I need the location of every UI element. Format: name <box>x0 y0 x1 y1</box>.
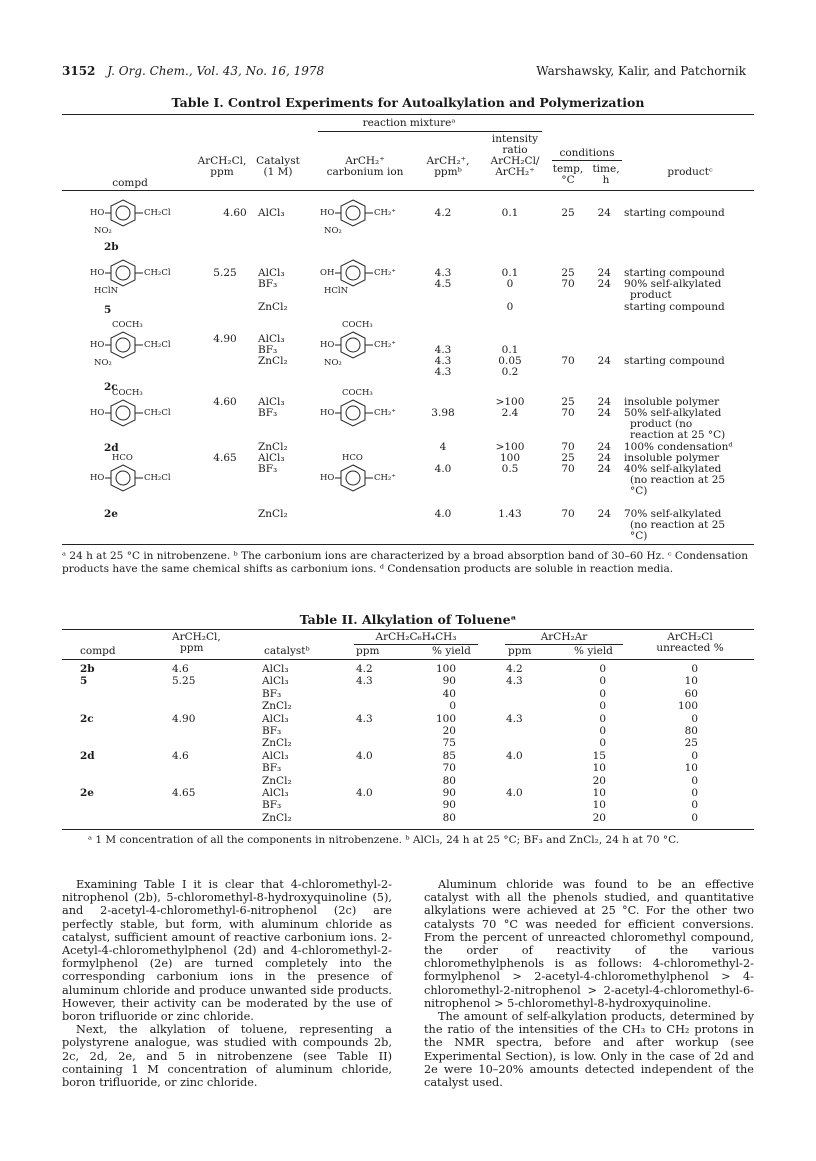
table-row <box>0 726 816 738</box>
table1-bottom-rule <box>62 544 754 545</box>
ion-left-group: OH <box>320 268 335 278</box>
t2-h-group3-1: ArCH₂Cl <box>667 631 713 643</box>
compound-structure <box>90 320 200 368</box>
t2-h-ppm-2: ppm <box>508 645 532 657</box>
body-paragraph: The amount of self-alkylation products, determined by the ratio of the intensities of the CH₃ to CH₂ protons in the NMR spectra, before and after workup (see Experimental Section), is low. Only in the case of 2d and 2e were 10–20% amounts detected independent of the catalyst used. <box>424 1010 754 1090</box>
struct-top-group: COCH₃ <box>112 320 143 330</box>
table1-cell: 0.5 <box>501 463 519 475</box>
table2-cell-cat: AlCl₃ <box>262 712 289 725</box>
t2-h-catalyst: catalystᵇ <box>264 645 310 657</box>
table1-cell: 4.2 <box>434 207 452 219</box>
ion-left-group: HO <box>320 473 335 483</box>
table1-footnote: ᵃ 24 h at 25 °C in nitrobenzene. ᵇ The carbonium ions are characterized by a broad absorption band of 30–60 Hz. ᶜ Condensation products have the same chemical shifts as carbonium ions. ᵈ Condensation products are soluble in reaction media. <box>62 550 748 575</box>
table1-cell: AlCl₃ <box>258 452 285 464</box>
table2-cell-u: 10 <box>684 675 698 688</box>
table1-cell: 24 <box>597 441 611 453</box>
struct-right-group: CH₂Cl <box>144 208 171 218</box>
table1-cell: reaction at 25 °C) <box>630 429 726 441</box>
table1-cell: 70 <box>561 441 575 453</box>
table-row <box>0 676 816 688</box>
table1-cell: 4 <box>439 441 447 453</box>
compound-structure <box>90 388 200 436</box>
t1-h-arch2plus: ArCH₂⁺, <box>426 155 470 167</box>
body-column-right <box>424 878 754 1089</box>
table2-cell-u: 80 <box>684 725 698 737</box>
body-paragraph: Examining Table I it is clear that 4-chloromethyl-2-nitrophenol (2b), 5-chloromethyl-8-hydroxyquinoline (5), and 2-acetyl-4-chloromethyl-6-nitrophenol (2c) are perfectly stable, but form, with aluminum chloride as catalyst, sufficient amount of reactive carbonium ions. 2-Acetyl-4-chloromethylphenol (2d) and 4-chloromethyl-2-formylphenol (2e) are turned completely into the corresponding carbonium ions in the presence of aluminum chloride and produce unwanted side products. However, their activity can be moderated by the use of boron trifluoride or zinc chloride. <box>62 878 392 1024</box>
compound-label: 2d <box>104 442 119 454</box>
table2-cell-y1: 90 <box>442 799 456 812</box>
t1-h-arch2plus-unit: ppmᵇ <box>434 166 462 178</box>
table2-cell-u: 25 <box>684 737 698 750</box>
table-row <box>0 664 816 676</box>
table-row <box>0 751 816 763</box>
struct-top-group: HCO <box>112 453 133 463</box>
struct-left-group: HO <box>90 408 105 418</box>
table2-cell-y1: 80 <box>442 774 456 787</box>
table2-cell-u: 0 <box>691 774 698 787</box>
table2-cell-p1: 4.0 <box>356 749 373 762</box>
table2-footnote: ᵃ 1 M concentration of all the components in nitrobenzene. ᵇ AlCl₃, 24 h at 25 °C; BF₃ and ZnCl₂, 24 h at 70 °C. <box>88 834 680 846</box>
table2-cell-compd: 2e <box>80 787 94 799</box>
table1-header-rule <box>62 190 754 191</box>
table2-cell-u: 0 <box>691 811 698 824</box>
table2-cell-compd: 5 <box>80 675 88 688</box>
table1-group-reaction-rule <box>318 131 542 132</box>
carbonium-structure <box>320 256 430 296</box>
table1-cell: 100% condensationᵈ <box>624 441 733 453</box>
ion-left-group: HO <box>320 340 335 350</box>
ion-right-group: CH₂⁺ <box>374 473 396 483</box>
running-header <box>62 64 746 78</box>
table2-cell-cat: AlCl₃ <box>262 663 289 675</box>
table2-cell-ppm: 4.65 <box>172 787 196 799</box>
table2-cell-cat: BF₃ <box>262 762 282 775</box>
table2-cell-cat: ZnCl₂ <box>262 737 292 750</box>
table1-cell: 0.1 <box>501 344 519 356</box>
ion-left-group: HO <box>320 408 335 418</box>
table2-cell-y1: 90 <box>442 787 456 799</box>
table1-cell: 0.2 <box>501 366 519 378</box>
table2-caption: Table II. Alkylation of Tolueneᵃ <box>299 612 517 627</box>
table1-cell: 24 <box>597 463 611 475</box>
table2-cell-cat: BF₃ <box>262 725 282 737</box>
table2-cell-y2: 0 <box>599 700 606 713</box>
struct-left-group: HO <box>90 473 105 483</box>
table2-cell-ppm: 4.6 <box>172 749 189 762</box>
t1-h-time-unit: h <box>602 174 610 186</box>
table1-cell: product <box>630 289 672 301</box>
table1-cell: 0 <box>506 278 514 290</box>
compound-structure <box>90 453 200 501</box>
table1-cell: 2.4 <box>501 407 519 419</box>
ion-right-group: CH₂⁺ <box>374 340 396 350</box>
table1-cell: 4.0 <box>434 463 452 475</box>
table2-cell-y2: 0 <box>599 675 606 688</box>
table2-cell-p2: 4.0 <box>506 749 523 762</box>
t1-h-catalyst-unit: (1 M) <box>263 166 293 178</box>
table2-cell-cat: AlCl₃ <box>262 675 289 688</box>
table2-cell-y1: 40 <box>442 687 456 700</box>
table2-cell-y1: 90 <box>442 675 456 688</box>
carbonium-structure <box>320 320 430 368</box>
table2-cell-cat: AlCl₃ <box>262 749 289 762</box>
table1-cell: BF₃ <box>258 278 278 290</box>
table1-cell: 100 <box>499 452 521 464</box>
table2-cell-compd: 2b <box>80 663 95 675</box>
table1-cell: insoluble polymer <box>624 452 720 464</box>
table1-cell: 4.3 <box>434 366 452 378</box>
table2-cell-cat: ZnCl₂ <box>262 700 292 713</box>
table1-cell: AlCl₃ <box>258 207 285 219</box>
table2-cell-y1: 20 <box>442 725 456 737</box>
table2-cell-cat: BF₃ <box>262 799 282 812</box>
table1-cell: BF₃ <box>258 344 278 356</box>
table2-cell-y2: 0 <box>599 725 606 737</box>
table2-cell-p2: 4.3 <box>506 712 523 725</box>
table1-cell: starting compound <box>624 267 725 279</box>
ion-top-group: HCO <box>342 453 363 463</box>
table1-cell: insoluble polymer <box>624 396 720 408</box>
table1-cell: 3.98 <box>431 407 455 419</box>
table1-cell: 70 <box>561 407 575 419</box>
table2-cell-y1: 100 <box>435 663 456 675</box>
table1-cell: 0.1 <box>501 267 519 279</box>
t2-h-group1: ArCH₂C₆H₄CH₃ <box>375 631 457 643</box>
t1-h-carbonium-sub: carbonium ion <box>326 166 404 178</box>
table1-cell: AlCl₃ <box>258 267 285 279</box>
table2-top-rule <box>62 629 754 630</box>
table1-cell: 25 <box>561 452 575 464</box>
table1-cell: BF₃ <box>258 407 278 419</box>
t1-h-temp: temp, <box>552 163 584 175</box>
compound-structure <box>90 196 200 236</box>
table2-cell-u: 0 <box>691 749 698 762</box>
ion-right-group: CH₂⁺ <box>374 408 396 418</box>
compound-label: 2b <box>104 241 119 253</box>
table-row <box>0 788 816 800</box>
table2-cell-y2: 10 <box>592 787 606 799</box>
ion-right-group: CH₂⁺ <box>374 268 396 278</box>
table1-cell: ZnCl₂ <box>258 508 288 520</box>
table1-cell: product (no <box>630 418 693 430</box>
ion-bottom-group: NO₂ <box>324 358 342 368</box>
carbonium-structure <box>320 388 430 436</box>
table1-cell: 24 <box>597 278 611 290</box>
table1-cell: 25 <box>561 396 575 408</box>
author-line: Warshawsky, Kalir, and Patchornik <box>536 64 746 78</box>
table-row <box>0 813 816 825</box>
table1-cell: 24 <box>597 452 611 464</box>
compound-label: 5 <box>104 304 112 316</box>
table1-cell: >100 <box>495 396 525 408</box>
table1-cell: 4.0 <box>434 508 452 520</box>
body-column-left <box>62 878 392 1089</box>
struct-right-group: CH₂Cl <box>144 408 171 418</box>
table1-cell: 70 <box>561 355 575 367</box>
table1-group-conditions: conditions <box>559 147 615 159</box>
ion-bottom-group: HClN <box>324 286 349 296</box>
struct-bottom-group: HClN <box>94 286 119 296</box>
table2-cell-y2: 0 <box>599 663 606 675</box>
table1-cell: 0.1 <box>501 207 519 219</box>
table2-cell-y2: 0 <box>599 737 606 750</box>
table2-cell-p1: 4.3 <box>356 675 373 688</box>
table2-cell-y1: 75 <box>442 737 456 750</box>
table2-cell-u: 0 <box>691 663 698 675</box>
compound-label: 2e <box>104 508 118 520</box>
table1-cell: °C) <box>630 530 648 542</box>
table1-cell: 24 <box>597 396 611 408</box>
table2-cell-y1: 100 <box>435 712 456 725</box>
table1-cell: °C) <box>630 485 648 497</box>
struct-top-group: COCH₃ <box>112 388 143 398</box>
table2-cell-p1: 4.2 <box>356 663 373 675</box>
table1-group-reaction: reaction mixtureᵃ <box>362 117 456 129</box>
struct-bottom-group: NO₂ <box>94 226 112 236</box>
t2-h-arch2cl-2: ppm <box>180 642 204 654</box>
table2-cell-p2: 4.2 <box>506 663 523 675</box>
table2-cell-y2: 15 <box>592 749 606 762</box>
table1-cell: ZnCl₂ <box>258 355 288 367</box>
table1-cell: 1.43 <box>498 508 522 520</box>
table2-cell-ppm: 4.90 <box>172 712 196 725</box>
table1-cell: 4.60 <box>213 396 237 408</box>
carbonium-structure <box>320 196 430 236</box>
table2-cell-y1: 80 <box>442 811 456 824</box>
struct-right-group: CH₂Cl <box>144 473 171 483</box>
struct-bottom-group: NO₂ <box>94 358 112 368</box>
table1-cell: 4.65 <box>213 452 237 464</box>
table-row <box>0 689 816 701</box>
table1-top-rule <box>62 114 754 115</box>
table2-cell-u: 0 <box>691 787 698 799</box>
t1-h-intensity-2: ratio <box>502 144 528 156</box>
ion-bottom-group: NO₂ <box>324 226 342 236</box>
t2-h-group3-2: unreacted % <box>656 642 724 654</box>
table2-cell-p2: 4.3 <box>506 675 523 688</box>
t1-h-time: time, <box>592 163 620 175</box>
table1-cell: 24 <box>597 407 611 419</box>
table2-cell-p1: 4.3 <box>356 712 373 725</box>
table1-cell: 4.3 <box>434 344 452 356</box>
t2-h-ppm-1: ppm <box>356 645 380 657</box>
table2-cell-p1: 4.0 <box>356 787 373 799</box>
struct-left-group: HO <box>90 208 105 218</box>
table1-cell: AlCl₃ <box>258 333 285 345</box>
table1-cell: AlCl₃ <box>258 396 285 408</box>
table-row <box>0 776 816 788</box>
table1-cell: 24 <box>597 355 611 367</box>
table2-cell-y1: 70 <box>442 762 456 775</box>
table2-cell-cat: ZnCl₂ <box>262 774 292 787</box>
journal-citation: J. Org. Chem., Vol. 43, No. 16, 1978 <box>107 64 325 78</box>
table2-cell-u: 10 <box>684 762 698 775</box>
table2-cell-y1: 85 <box>442 749 456 762</box>
table2-cell-p2: 4.0 <box>506 787 523 799</box>
table1-cell: 4.60 <box>223 207 247 219</box>
table1-cell: 50% self-alkylated <box>624 407 722 419</box>
table1-cell: >100 <box>495 441 525 453</box>
table2-cell-y2: 20 <box>592 811 606 824</box>
table1-cell: 24 <box>597 207 611 219</box>
table1-group-conditions-rule <box>552 160 622 161</box>
table1-cell: 70 <box>561 278 575 290</box>
table2-cell-u: 0 <box>691 712 698 725</box>
table-row <box>0 714 816 726</box>
table1-cell: (no reaction at 25 <box>630 519 726 531</box>
table2-header-rule <box>62 659 754 660</box>
t2-h-compd: compd <box>80 645 116 657</box>
table2-cell-y2: 10 <box>592 799 606 812</box>
table2-cell-u: 60 <box>684 687 698 700</box>
table1-cell: (no reaction at 25 <box>630 474 726 486</box>
table2-cell-u: 0 <box>691 799 698 812</box>
table1-cell: starting compound <box>624 355 725 367</box>
t1-h-arch2cl: ArCH₂Cl, <box>197 155 247 167</box>
table2-cell-cat: BF₃ <box>262 687 282 700</box>
t1-h-intensity-4: ArCH₂⁺ <box>495 166 535 178</box>
table2-cell-y2: 20 <box>592 774 606 787</box>
table1-cell: ZnCl₂ <box>258 301 288 313</box>
table2-cell-y2: 10 <box>592 762 606 775</box>
table1-cell: 0 <box>506 301 514 313</box>
t1-h-intensity-3: ArCH₂Cl/ <box>490 155 540 167</box>
t1-h-catalyst: Catalyst <box>256 155 300 167</box>
table1-cell: 90% self-alkylated <box>624 278 722 290</box>
table1-cell: 24 <box>597 508 611 520</box>
t1-h-temp-unit: °C <box>561 174 575 186</box>
table2-cell-cat: AlCl₃ <box>262 787 289 799</box>
table1-cell: BF₃ <box>258 463 278 475</box>
table2-cell-compd: 2c <box>80 712 94 725</box>
ion-top-group: COCH₃ <box>342 388 373 398</box>
table2-cell-y2: 0 <box>599 687 606 700</box>
table1-cell: 4.5 <box>434 278 452 290</box>
table1-cell: 25 <box>561 267 575 279</box>
table1-cell: starting compound <box>624 207 725 219</box>
table1-cell: 5.25 <box>213 267 237 279</box>
t1-h-arch2cl-unit: ppm <box>210 166 234 178</box>
body-paragraph: Next, the alkylation of toluene, representing a polystyrene analogue, was studied with compounds 2b, 2c, 2d, 2e, and 5 in nitrobenzene (see Table II) containing 1 M concentration of aluminum chloride, boron trifluoride, or zinc chloride. <box>62 1023 392 1090</box>
table1-cell: starting compound <box>624 301 725 313</box>
body-paragraph: Aluminum chloride was found to be an effective catalyst with all the phenols studied, and quantitative alkylations were achieved at 25 °C. For the other two catalysts 70 °C was needed for efficient conversions. From the percent of unreacted chloromethyl compound, the order of reactivity of the various chloromethylphenols is as follows: 4-chloromethyl-2-formylphenol > 2-acetyl-4-chloromethylphenol > 4-chloromethyl-2-nitrophenol > 2-acetyl-4-chloromethyl-6-nitrophenol > 5-chloromethyl-8-hydroxyquinoline. <box>424 878 754 1010</box>
t1-h-product: productᶜ <box>667 166 713 178</box>
table1-cell: ZnCl₂ <box>258 441 288 453</box>
struct-right-group: CH₂Cl <box>144 268 171 278</box>
t2-h-group2: ArCH₂Ar <box>540 631 588 643</box>
t1-h-carbonium: ArCH₂⁺ <box>345 155 385 167</box>
table1-cell: 4.3 <box>434 267 452 279</box>
t1-h-intensity-1: intensity <box>491 133 539 145</box>
table2-cell-ppm: 5.25 <box>172 675 196 688</box>
table1-cell: 24 <box>597 267 611 279</box>
ion-right-group: CH₂⁺ <box>374 208 396 218</box>
t2-h-arch2cl-1: ArCH₂Cl, <box>172 631 221 643</box>
struct-left-group: HO <box>90 268 105 278</box>
table1-cell: 70 <box>561 463 575 475</box>
compound-structure <box>90 256 200 296</box>
struct-right-group: CH₂Cl <box>144 340 171 350</box>
t1-h-compd: compd <box>112 177 148 189</box>
table2-cell-y1: 0 <box>449 700 456 713</box>
table1-cell: 70 <box>561 508 575 520</box>
table2-cell-ppm: 4.6 <box>172 663 189 675</box>
table2-cell-u: 100 <box>677 700 698 713</box>
table-row <box>0 701 816 713</box>
compound-label: 2c <box>104 381 118 393</box>
t2-h-yield-2: % yield <box>574 645 613 657</box>
table1-cell: 40% self-alkylated <box>624 463 722 475</box>
table-row <box>0 763 816 775</box>
table2-cell-compd: 2d <box>80 749 95 762</box>
ion-top-group: COCH₃ <box>342 320 373 330</box>
table2-cell-cat: ZnCl₂ <box>262 811 292 824</box>
table2-bottom-rule <box>62 829 754 830</box>
ion-left-group: HO <box>320 208 335 218</box>
table1-cell: 25 <box>561 207 575 219</box>
struct-left-group: HO <box>90 340 105 350</box>
table1-cell: 4.3 <box>434 355 452 367</box>
table1-caption: Table I. Control Experiments for Autoalkylation and Polymerization <box>171 95 645 110</box>
page-number: 3152 <box>62 64 96 78</box>
table-row <box>0 800 816 812</box>
t2-h-yield-1: % yield <box>432 645 471 657</box>
table2-cell-y2: 0 <box>599 712 606 725</box>
table1-cell: 70% self-alkylated <box>624 508 722 520</box>
table1-cell: 4.90 <box>213 333 237 345</box>
table-row <box>0 738 816 750</box>
table1-cell: 0.05 <box>498 355 522 367</box>
carbonium-structure <box>320 453 430 501</box>
